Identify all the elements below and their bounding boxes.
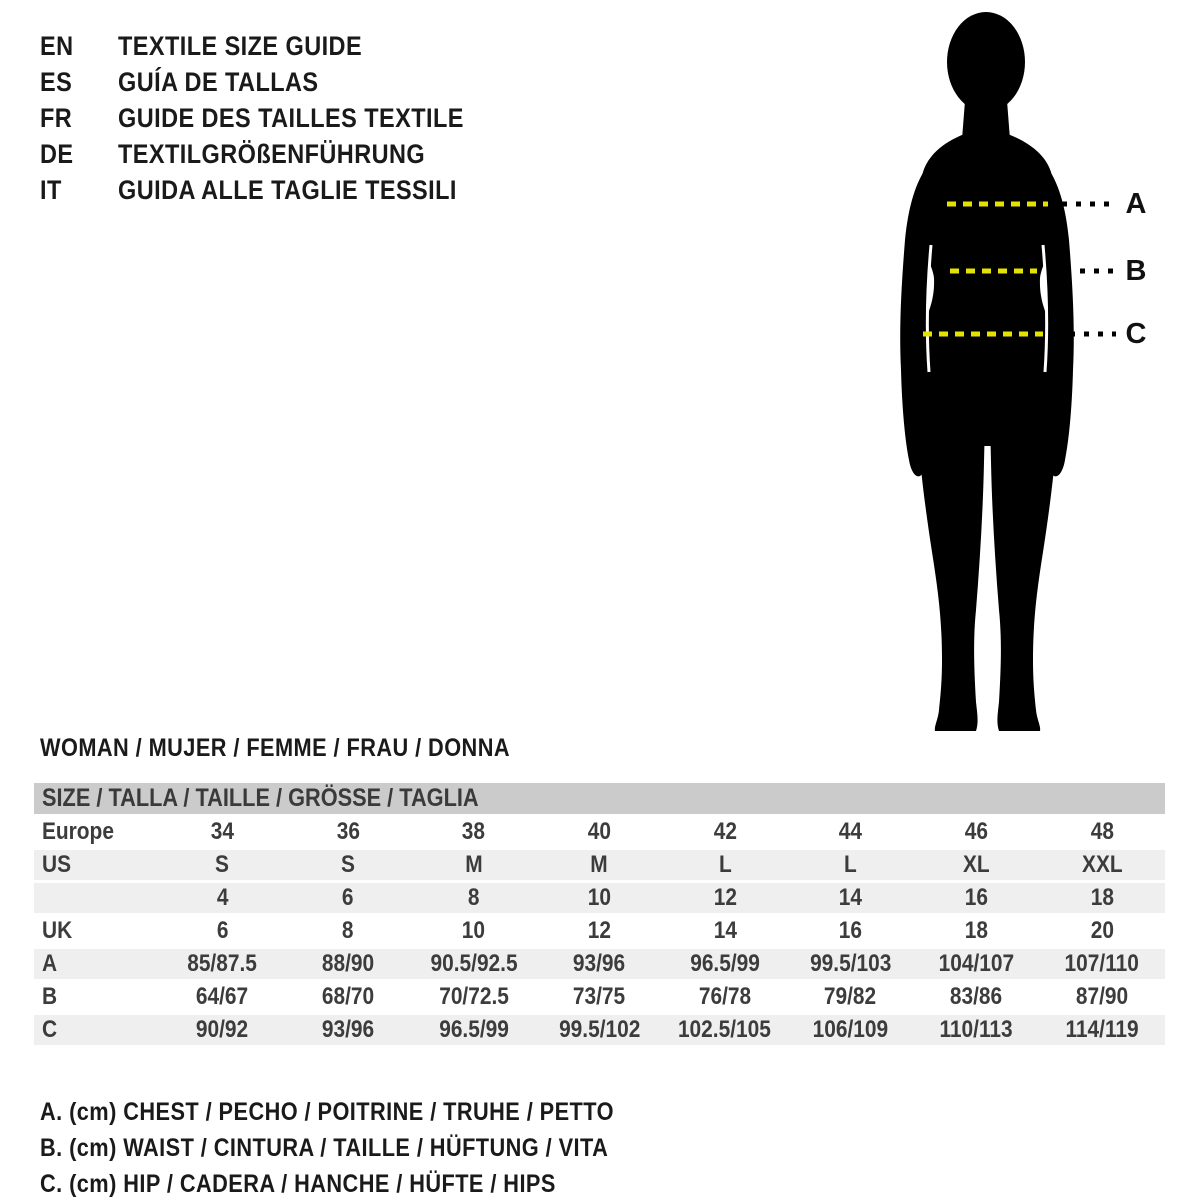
row-label-cell xyxy=(34,849,160,882)
size-value: 96.5/99 xyxy=(690,950,760,977)
size-value: 20 xyxy=(1090,917,1114,944)
size-figure xyxy=(890,0,1200,740)
language-title-list xyxy=(40,28,516,208)
row-label-cell xyxy=(34,1014,160,1047)
section-title-text: WOMAN / MUJER / FEMME / FRAU / DONNA xyxy=(40,734,510,762)
size-value: 70/72.5 xyxy=(438,983,509,1010)
size-value: 106/109 xyxy=(812,1016,889,1043)
size-value: L xyxy=(718,851,732,878)
size-value-cell xyxy=(913,849,1039,882)
language-title-row xyxy=(40,136,516,172)
size-value: 48 xyxy=(1090,818,1114,845)
language-title-row xyxy=(40,28,516,64)
size-value-cell xyxy=(788,849,914,882)
legend-row xyxy=(40,1094,700,1130)
size-value: 4 xyxy=(216,884,229,911)
size-value: 79/82 xyxy=(824,983,877,1010)
size-value: 34 xyxy=(210,818,235,845)
size-value: 36 xyxy=(336,818,360,845)
table-row xyxy=(34,981,1165,1014)
language-title: GUIDA ALLE TAGLIE TESSILI xyxy=(118,175,457,205)
size-value-cell xyxy=(662,816,788,849)
size-value: 76/78 xyxy=(698,983,751,1010)
section-title xyxy=(40,734,580,763)
size-value-cell xyxy=(536,981,662,1014)
language-code: EN xyxy=(40,31,74,61)
size-value: 18 xyxy=(1090,884,1114,911)
size-value-cell xyxy=(285,849,411,882)
size-table xyxy=(34,783,1165,1048)
size-value-cell xyxy=(662,948,788,981)
size-value-cell xyxy=(285,882,411,915)
size-value-cell xyxy=(662,849,788,882)
row-label: Europe xyxy=(42,818,114,845)
size-value-cell xyxy=(536,849,662,882)
size-value-cell xyxy=(411,849,537,882)
table-row xyxy=(34,915,1165,948)
language-code: ES xyxy=(40,67,73,97)
size-value-cell xyxy=(160,816,286,849)
size-value: XL xyxy=(962,851,990,878)
row-label: A xyxy=(42,950,58,977)
size-value-cell xyxy=(536,948,662,981)
size-value-cell xyxy=(788,981,914,1014)
size-value: 102.5/105 xyxy=(678,1016,772,1043)
row-label: US xyxy=(42,851,72,878)
size-value-cell xyxy=(1039,1014,1165,1047)
size-value: 16 xyxy=(964,884,988,911)
size-value: 18 xyxy=(964,917,988,944)
measurement-legend xyxy=(40,1094,700,1202)
size-value: 42 xyxy=(713,818,737,845)
language-title: GUIDE DES TAILLES TEXTILE xyxy=(118,103,464,133)
size-value-cell xyxy=(536,1014,662,1047)
row-label-cell xyxy=(34,882,160,915)
table-row xyxy=(34,849,1165,882)
size-value: 104/107 xyxy=(938,950,1014,977)
legend-row xyxy=(40,1166,700,1202)
size-value-cell xyxy=(160,915,286,948)
size-value: 46 xyxy=(964,818,988,845)
size-value: 110/113 xyxy=(939,1016,1013,1043)
size-value: 12 xyxy=(587,917,611,944)
size-value: 14 xyxy=(838,884,863,911)
size-value-cell xyxy=(1039,882,1165,915)
size-value: 88/90 xyxy=(321,950,375,977)
table-row xyxy=(34,1014,1165,1047)
size-value-cell xyxy=(411,948,537,981)
size-value-cell xyxy=(160,981,286,1014)
size-value-cell xyxy=(662,1014,788,1047)
size-value: 38 xyxy=(462,818,486,845)
size-value: 96.5/99 xyxy=(438,1016,509,1043)
size-value-cell xyxy=(536,882,662,915)
size-value-cell xyxy=(160,882,286,915)
size-value-cell xyxy=(1039,849,1165,882)
size-value-cell xyxy=(913,816,1039,849)
size-value: 16 xyxy=(838,917,863,944)
size-value-cell xyxy=(913,1014,1039,1047)
size-value-cell xyxy=(662,915,788,948)
size-value-cell xyxy=(788,915,914,948)
table-row xyxy=(34,948,1165,981)
language-code: DE xyxy=(40,139,74,169)
size-value: S xyxy=(215,851,230,878)
size-value-cell xyxy=(411,915,537,948)
size-value: 87/90 xyxy=(1075,983,1129,1010)
size-value: 40 xyxy=(587,818,611,845)
size-value: M xyxy=(464,851,483,878)
size-value: 14 xyxy=(713,917,737,944)
size-value-cell xyxy=(536,816,662,849)
size-value-cell xyxy=(788,1014,914,1047)
legend-text: A. (cm) CHEST / PECHO / POITRINE / TRUHE / PETTO xyxy=(40,1098,614,1126)
language-title-row xyxy=(40,64,516,100)
size-value: 85/87.5 xyxy=(187,950,258,977)
language-code: FR xyxy=(40,103,73,133)
size-value-cell xyxy=(662,882,788,915)
size-value-cell xyxy=(536,915,662,948)
size-value-cell xyxy=(913,915,1039,948)
size-value-cell xyxy=(160,948,286,981)
woman-silhouette-graphic xyxy=(890,0,1200,740)
size-value-cell xyxy=(285,816,411,849)
table-row xyxy=(34,882,1165,915)
marker-label-a: A xyxy=(1125,188,1147,220)
row-label: C xyxy=(42,1016,58,1043)
size-value: 68/70 xyxy=(321,983,375,1010)
row-label: B xyxy=(42,983,58,1010)
size-value-cell xyxy=(411,882,537,915)
size-value-cell xyxy=(285,915,411,948)
size-value: 8 xyxy=(342,917,354,944)
language-title-row xyxy=(40,172,516,208)
language-title: TEXTILE SIZE GUIDE xyxy=(118,31,363,61)
size-value-cell xyxy=(913,981,1039,1014)
size-value: 107/110 xyxy=(1064,950,1140,977)
legend-text: B. (cm) WAIST / CINTURA / TAILLE / HÜFTUNG / VITA xyxy=(40,1134,609,1162)
size-value-cell xyxy=(788,948,914,981)
size-value: 114/119 xyxy=(1065,1016,1139,1043)
size-value-cell xyxy=(1039,948,1165,981)
language-title: TEXTILGRÖßENFÜHRUNG xyxy=(118,139,426,169)
size-value: 6 xyxy=(342,884,354,911)
size-value-cell xyxy=(285,948,411,981)
size-value: 44 xyxy=(838,818,863,845)
size-value: 10 xyxy=(462,917,486,944)
size-value: 8 xyxy=(467,884,480,911)
size-value-cell xyxy=(285,1014,411,1047)
table-header-cell: SIZE / TALLA / TAILLE / GRÖSSE / TAGLIA xyxy=(34,783,1165,816)
size-value-cell xyxy=(285,981,411,1014)
size-value: 99.5/103 xyxy=(809,950,892,977)
size-value-cell xyxy=(788,882,914,915)
row-label: UK xyxy=(42,917,73,944)
language-title: GUÍA DE TALLAS xyxy=(118,67,319,97)
legend-text: C. (cm) HIP / CADERA / HANCHE / HÜFTE / HIPS xyxy=(40,1170,556,1198)
size-value-cell xyxy=(411,981,537,1014)
size-value-cell xyxy=(788,816,914,849)
size-table-body xyxy=(34,783,1165,1047)
size-value: 90/92 xyxy=(196,1016,249,1043)
size-value-cell xyxy=(913,948,1039,981)
row-label-cell xyxy=(34,915,160,948)
size-value-cell xyxy=(411,816,537,849)
size-value: 83/86 xyxy=(949,983,1003,1010)
row-label-cell xyxy=(34,948,160,981)
size-value: 12 xyxy=(713,884,737,911)
size-value: M xyxy=(590,851,608,878)
marker-label-c: C xyxy=(1125,318,1147,350)
size-value: 93/96 xyxy=(573,950,626,977)
language-code: IT xyxy=(40,175,62,205)
size-value-cell xyxy=(662,981,788,1014)
size-value-cell xyxy=(160,849,286,882)
table-row xyxy=(34,816,1165,849)
row-label-cell xyxy=(34,816,160,849)
size-value: 99.5/102 xyxy=(558,1016,640,1043)
size-value: S xyxy=(341,851,355,878)
size-value-cell xyxy=(1039,816,1165,849)
legend-row xyxy=(40,1130,700,1166)
size-value: 90.5/92.5 xyxy=(430,950,518,977)
marker-label-b: B xyxy=(1125,255,1147,287)
size-value: 93/96 xyxy=(321,1016,375,1043)
size-value-cell xyxy=(1039,915,1165,948)
table-header-row xyxy=(34,783,1165,816)
size-value-cell xyxy=(1039,981,1165,1014)
row-label-cell xyxy=(34,981,160,1014)
size-value: 6 xyxy=(216,917,229,944)
size-value-cell xyxy=(411,1014,537,1047)
size-value: 64/67 xyxy=(196,983,249,1010)
size-value: XXL xyxy=(1081,851,1123,878)
size-value: 73/75 xyxy=(573,983,626,1010)
size-value: 10 xyxy=(587,884,611,911)
size-value-cell xyxy=(160,1014,286,1047)
size-value-cell xyxy=(913,882,1039,915)
language-title-row xyxy=(40,100,516,136)
size-value: L xyxy=(844,851,857,878)
